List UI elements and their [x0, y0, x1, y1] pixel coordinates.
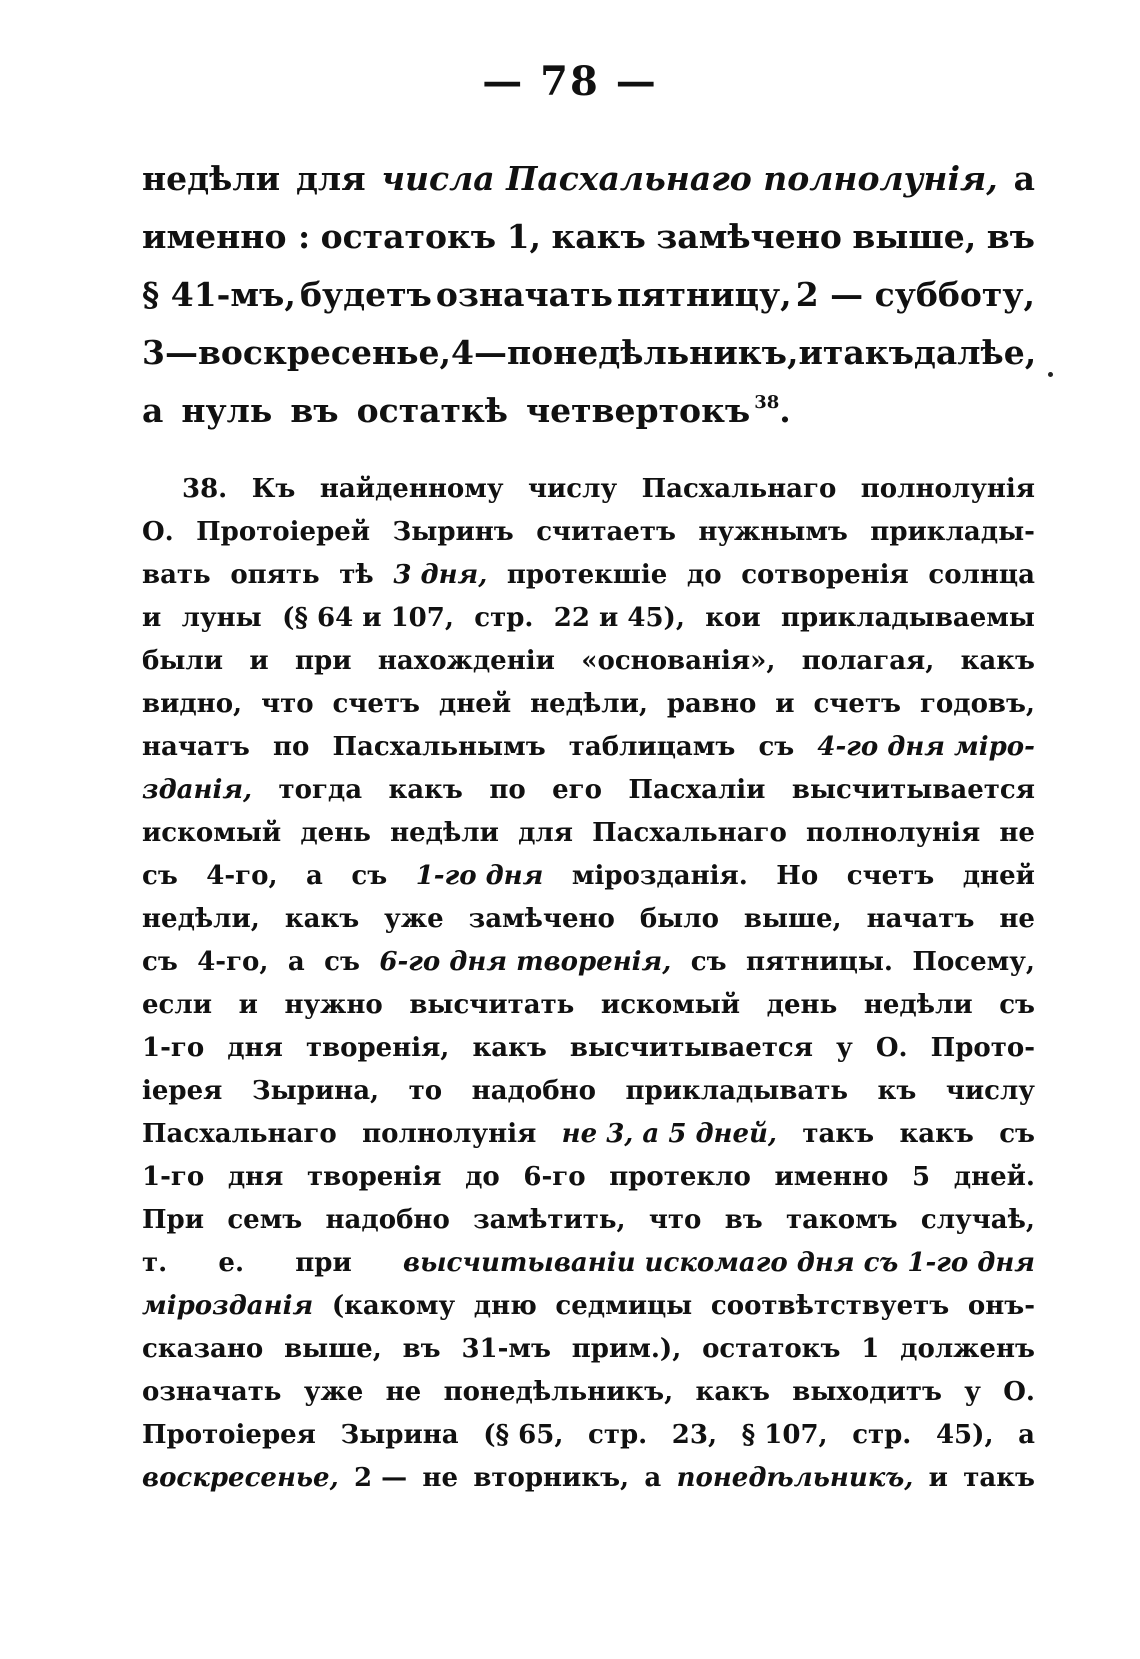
word: не: [422, 1463, 458, 1493]
footnote-line: [142, 468, 1035, 511]
italic-word: воскресенье,: [142, 1463, 339, 1493]
word: Протоіерей: [196, 517, 371, 547]
word: до: [686, 560, 722, 590]
word: творенія,: [305, 1033, 450, 1063]
italic-word: мірозданія: [142, 1291, 314, 1321]
word: у: [836, 1033, 853, 1063]
word: начатъ: [142, 732, 250, 762]
word: годовъ,: [919, 689, 1035, 719]
word: съ: [324, 947, 360, 977]
word: Прото-: [930, 1033, 1035, 1063]
word: дня: [227, 1033, 283, 1063]
word: Зыринъ: [392, 517, 514, 547]
word: и: [775, 689, 795, 719]
word: искомый: [142, 818, 282, 848]
word: долженъ: [900, 1334, 1035, 1364]
word: надобно: [325, 1205, 450, 1235]
italic-word: 1-го дня: [415, 861, 544, 891]
word: 2 —: [353, 1463, 408, 1493]
margin-mark: [1048, 372, 1053, 377]
word: были: [142, 646, 224, 676]
word: именно: [774, 1162, 889, 1192]
footnote-line: [142, 1199, 1035, 1242]
word: такомъ: [786, 1205, 898, 1235]
word: вторникъ,: [473, 1463, 630, 1493]
word: далѣе,: [913, 333, 1037, 372]
word: прикладывать: [625, 1076, 848, 1106]
word: съ: [758, 732, 795, 762]
word: соотвѣтствуетъ: [710, 1291, 950, 1321]
word: прикладываемы: [780, 603, 1035, 633]
word: въ: [986, 217, 1035, 256]
word: О.: [875, 1033, 908, 1063]
footnote-line: [142, 1113, 1035, 1156]
word: и: [238, 990, 258, 1020]
word: 2 — субботу,: [795, 275, 1035, 314]
word: къ: [877, 1076, 917, 1106]
word: полнолунія: [860, 474, 1035, 504]
word: случаѣ,: [920, 1205, 1035, 1235]
word: для: [295, 159, 366, 198]
word: начатъ: [866, 904, 975, 934]
footnote-line: [142, 941, 1035, 984]
word: Пасхальнаго: [592, 818, 787, 848]
word: высчитать: [409, 990, 575, 1020]
word: недѣли: [142, 159, 281, 198]
word: съ: [142, 861, 178, 891]
word: Посему,: [912, 947, 1035, 977]
italic-word: 6-го дня творенія,: [379, 947, 672, 977]
word: іерея: [142, 1076, 223, 1106]
word: уже: [303, 1377, 364, 1407]
word: уже: [384, 904, 444, 934]
word: протекло: [609, 1162, 751, 1192]
word: замѣчено: [656, 217, 842, 256]
word: при: [295, 1248, 352, 1278]
word: понедѣльникъ,: [443, 1377, 674, 1407]
word: выше,: [852, 217, 977, 256]
word: съ: [999, 1119, 1035, 1149]
footnote-line: [142, 855, 1035, 898]
word: для: [518, 818, 573, 848]
word: дней: [962, 861, 1035, 891]
word: съ: [142, 947, 178, 977]
footnote-line: [142, 554, 1035, 597]
text-line: [142, 382, 1035, 440]
word: искомый: [600, 990, 741, 1020]
word: а: [306, 861, 323, 891]
word: 1-го: [142, 1162, 205, 1192]
word: и: [142, 603, 162, 633]
word: какъ: [551, 217, 646, 256]
word: протекшіе: [506, 560, 668, 590]
word: остаткѣ: [356, 391, 509, 430]
footnote-line: [142, 1027, 1035, 1070]
word: съ: [999, 990, 1035, 1020]
word: 4-го,: [197, 947, 269, 977]
word: дню: [473, 1291, 537, 1321]
word: дней: [438, 689, 512, 719]
footnote-line: [142, 511, 1035, 554]
word: высчитывается: [569, 1033, 813, 1063]
word: полагая,: [801, 646, 935, 676]
word: стр.: [474, 603, 534, 633]
text-line: [142, 266, 1035, 324]
word: приклады-: [870, 517, 1035, 547]
word: выше,: [743, 904, 842, 934]
word: надобно: [471, 1076, 596, 1106]
word: именно :: [142, 217, 311, 256]
word: такъ: [802, 1119, 875, 1149]
word: было: [639, 904, 719, 934]
sentence-end: .: [779, 391, 791, 430]
word: замѣтить,: [473, 1205, 626, 1235]
word: выходитъ: [792, 1377, 942, 1407]
word: дней.: [953, 1162, 1035, 1192]
main-text: [142, 150, 1035, 440]
word: вать: [142, 560, 211, 590]
word: будетъ: [299, 275, 432, 314]
word: нуль: [181, 391, 273, 430]
word: означать: [142, 1377, 282, 1407]
word: 38.: [182, 474, 228, 504]
italic-word: высчитываніи искомаго дня съ 1-го дня: [403, 1248, 1035, 1278]
word: какъ: [960, 646, 1035, 676]
word: его: [552, 775, 602, 805]
word: замѣчено: [468, 904, 615, 934]
word: 22 и 45),: [553, 603, 685, 633]
word: при: [295, 646, 352, 676]
word: (§ 64 и 107,: [282, 603, 454, 633]
footnote-line: [142, 726, 1035, 769]
word: день: [766, 990, 838, 1020]
word: что: [648, 1205, 702, 1235]
word: пятницу,: [617, 275, 792, 314]
word: Протоіерея: [142, 1420, 316, 1450]
word: у: [964, 1377, 981, 1407]
word: стр.: [588, 1420, 648, 1450]
word: При: [142, 1205, 205, 1235]
word: 4-го,: [206, 861, 278, 891]
word: не: [385, 1377, 422, 1407]
word: въ: [402, 1334, 441, 1364]
word: нужно: [284, 990, 383, 1020]
word: Зырина: [340, 1420, 459, 1450]
word: О.: [1003, 1377, 1035, 1407]
word: Къ: [251, 474, 296, 504]
word: нахожденіи: [377, 646, 555, 676]
word: что: [261, 689, 314, 719]
word: опять: [230, 560, 320, 590]
word: недѣли: [390, 818, 499, 848]
word: 45),: [935, 1420, 994, 1450]
word: такъ: [963, 1463, 1035, 1493]
word: и: [798, 333, 823, 372]
footnote-line: [142, 898, 1035, 941]
word: не: [999, 818, 1035, 848]
word: день: [300, 818, 371, 848]
word: а: [1013, 159, 1035, 198]
footnote-reference: 38: [754, 392, 780, 413]
word: Но: [776, 861, 819, 891]
word: полнолунія: [362, 1119, 537, 1149]
word: недѣли,: [142, 904, 260, 934]
word: счетъ: [813, 689, 902, 719]
word: Пасхаліи: [628, 775, 766, 805]
word: творенія: [307, 1162, 442, 1192]
word: означать: [435, 275, 613, 314]
italic-word: не 3, а 5 дней,: [561, 1119, 777, 1149]
word: (§ 65,: [483, 1420, 564, 1450]
word: съ: [351, 861, 388, 891]
word: не: [999, 904, 1035, 934]
word: 4—понедѣльникъ,: [451, 333, 799, 372]
word: кои: [705, 603, 761, 633]
word: съ: [690, 947, 727, 977]
word: то: [408, 1076, 443, 1106]
footnote-line: [142, 1285, 1035, 1328]
word: § 107,: [741, 1420, 828, 1450]
italic-word: зданія,: [142, 775, 253, 805]
word: «основанія»,: [581, 646, 776, 676]
word: такъ: [822, 333, 914, 372]
footnote-38: [142, 468, 1035, 1500]
footnote-line: [142, 640, 1035, 683]
word: 1: [861, 1334, 880, 1364]
word: найденному: [319, 474, 504, 504]
word: луны: [181, 603, 262, 633]
word: а: [287, 947, 305, 977]
word: какъ: [388, 775, 463, 805]
word: числу: [527, 474, 618, 504]
footnote-line: [142, 812, 1035, 855]
text-line: [142, 324, 1035, 382]
word: прим.),: [571, 1334, 682, 1364]
footnote-line: [142, 1457, 1035, 1500]
word: видно,: [142, 689, 243, 719]
word: семъ: [227, 1205, 303, 1235]
word: и: [249, 646, 269, 676]
footnote-line: [142, 1070, 1035, 1113]
word: дня: [227, 1162, 284, 1192]
word: высчитывается: [791, 775, 1035, 805]
word: до: [465, 1162, 500, 1192]
word: пятницы.: [745, 947, 893, 977]
word: а: [1018, 1420, 1035, 1450]
word: и: [928, 1463, 948, 1493]
word: е.: [218, 1248, 245, 1278]
word: остатокъ: [702, 1334, 841, 1364]
word: (какому: [331, 1291, 456, 1321]
word: Пасхальнаго: [142, 1119, 337, 1149]
footnote-line: [142, 1242, 1035, 1285]
word: недѣли: [863, 990, 973, 1020]
word: числу: [945, 1076, 1035, 1106]
word: а: [644, 1463, 662, 1493]
word: стр.: [852, 1420, 912, 1450]
footnote-line: [142, 1156, 1035, 1199]
word: въ: [724, 1205, 763, 1235]
word: 5: [912, 1162, 931, 1192]
word: таблицамъ: [568, 732, 736, 762]
word: если: [142, 990, 212, 1020]
word: 1-го: [142, 1033, 205, 1063]
italic-word: числа Пасхальнаго полнолунія,: [381, 159, 998, 198]
word: остатокъ: [320, 217, 497, 256]
word: счетъ: [332, 689, 420, 719]
italic-word: 3 дня,: [393, 560, 488, 590]
word: по: [489, 775, 526, 805]
footnote-line: [142, 769, 1035, 812]
word: тѣ: [339, 560, 374, 590]
word: по: [272, 732, 310, 762]
word: какъ: [899, 1119, 974, 1149]
word: сказано: [142, 1334, 264, 1364]
word: 6-го: [523, 1162, 586, 1192]
word: Пасхальнымъ: [332, 732, 546, 762]
footnote-line: [142, 1371, 1035, 1414]
word: 31-мъ: [461, 1334, 551, 1364]
word: считаетъ: [536, 517, 676, 547]
word: сотворенія: [741, 560, 909, 590]
word: седмицы: [555, 1291, 693, 1321]
footnote-line: [142, 683, 1035, 726]
word: равно: [666, 689, 757, 719]
word: тогда: [278, 775, 363, 805]
word: недѣли,: [530, 689, 648, 719]
word: солнца: [928, 560, 1035, 590]
word: 1,: [506, 217, 542, 256]
word: О.: [142, 517, 174, 547]
word: Зырина,: [251, 1076, 380, 1106]
footnote-line: [142, 597, 1035, 640]
word: полнолунія: [806, 818, 981, 848]
word: т.: [142, 1248, 168, 1278]
word: выше,: [284, 1334, 382, 1364]
footnote-line: [142, 984, 1035, 1027]
word: а: [142, 391, 164, 430]
text-line: [142, 150, 1035, 208]
italic-word: понедѣльникъ,: [676, 1463, 914, 1493]
word: какъ: [284, 904, 360, 934]
word: 23,: [671, 1420, 718, 1450]
italic-word: 4-го дня міро-: [817, 732, 1035, 762]
footnote-line: [142, 1328, 1035, 1371]
word: онъ-: [967, 1291, 1035, 1321]
word: 3—воскресенье,: [142, 333, 452, 372]
word: § 41-мъ,: [142, 275, 296, 314]
text-line: [142, 208, 1035, 266]
word: какъ: [695, 1377, 770, 1407]
word: нужнымъ: [698, 517, 848, 547]
word: мірозданія.: [571, 861, 748, 891]
word: Пасхальнаго: [641, 474, 837, 504]
word: какъ: [472, 1033, 547, 1063]
word: въ: [290, 391, 339, 430]
word: четвертокъ $^{38}$.: [526, 391, 791, 430]
word: счетъ: [846, 861, 935, 891]
footnote-line: [142, 1414, 1035, 1457]
page-number: — 78 —: [482, 58, 658, 105]
